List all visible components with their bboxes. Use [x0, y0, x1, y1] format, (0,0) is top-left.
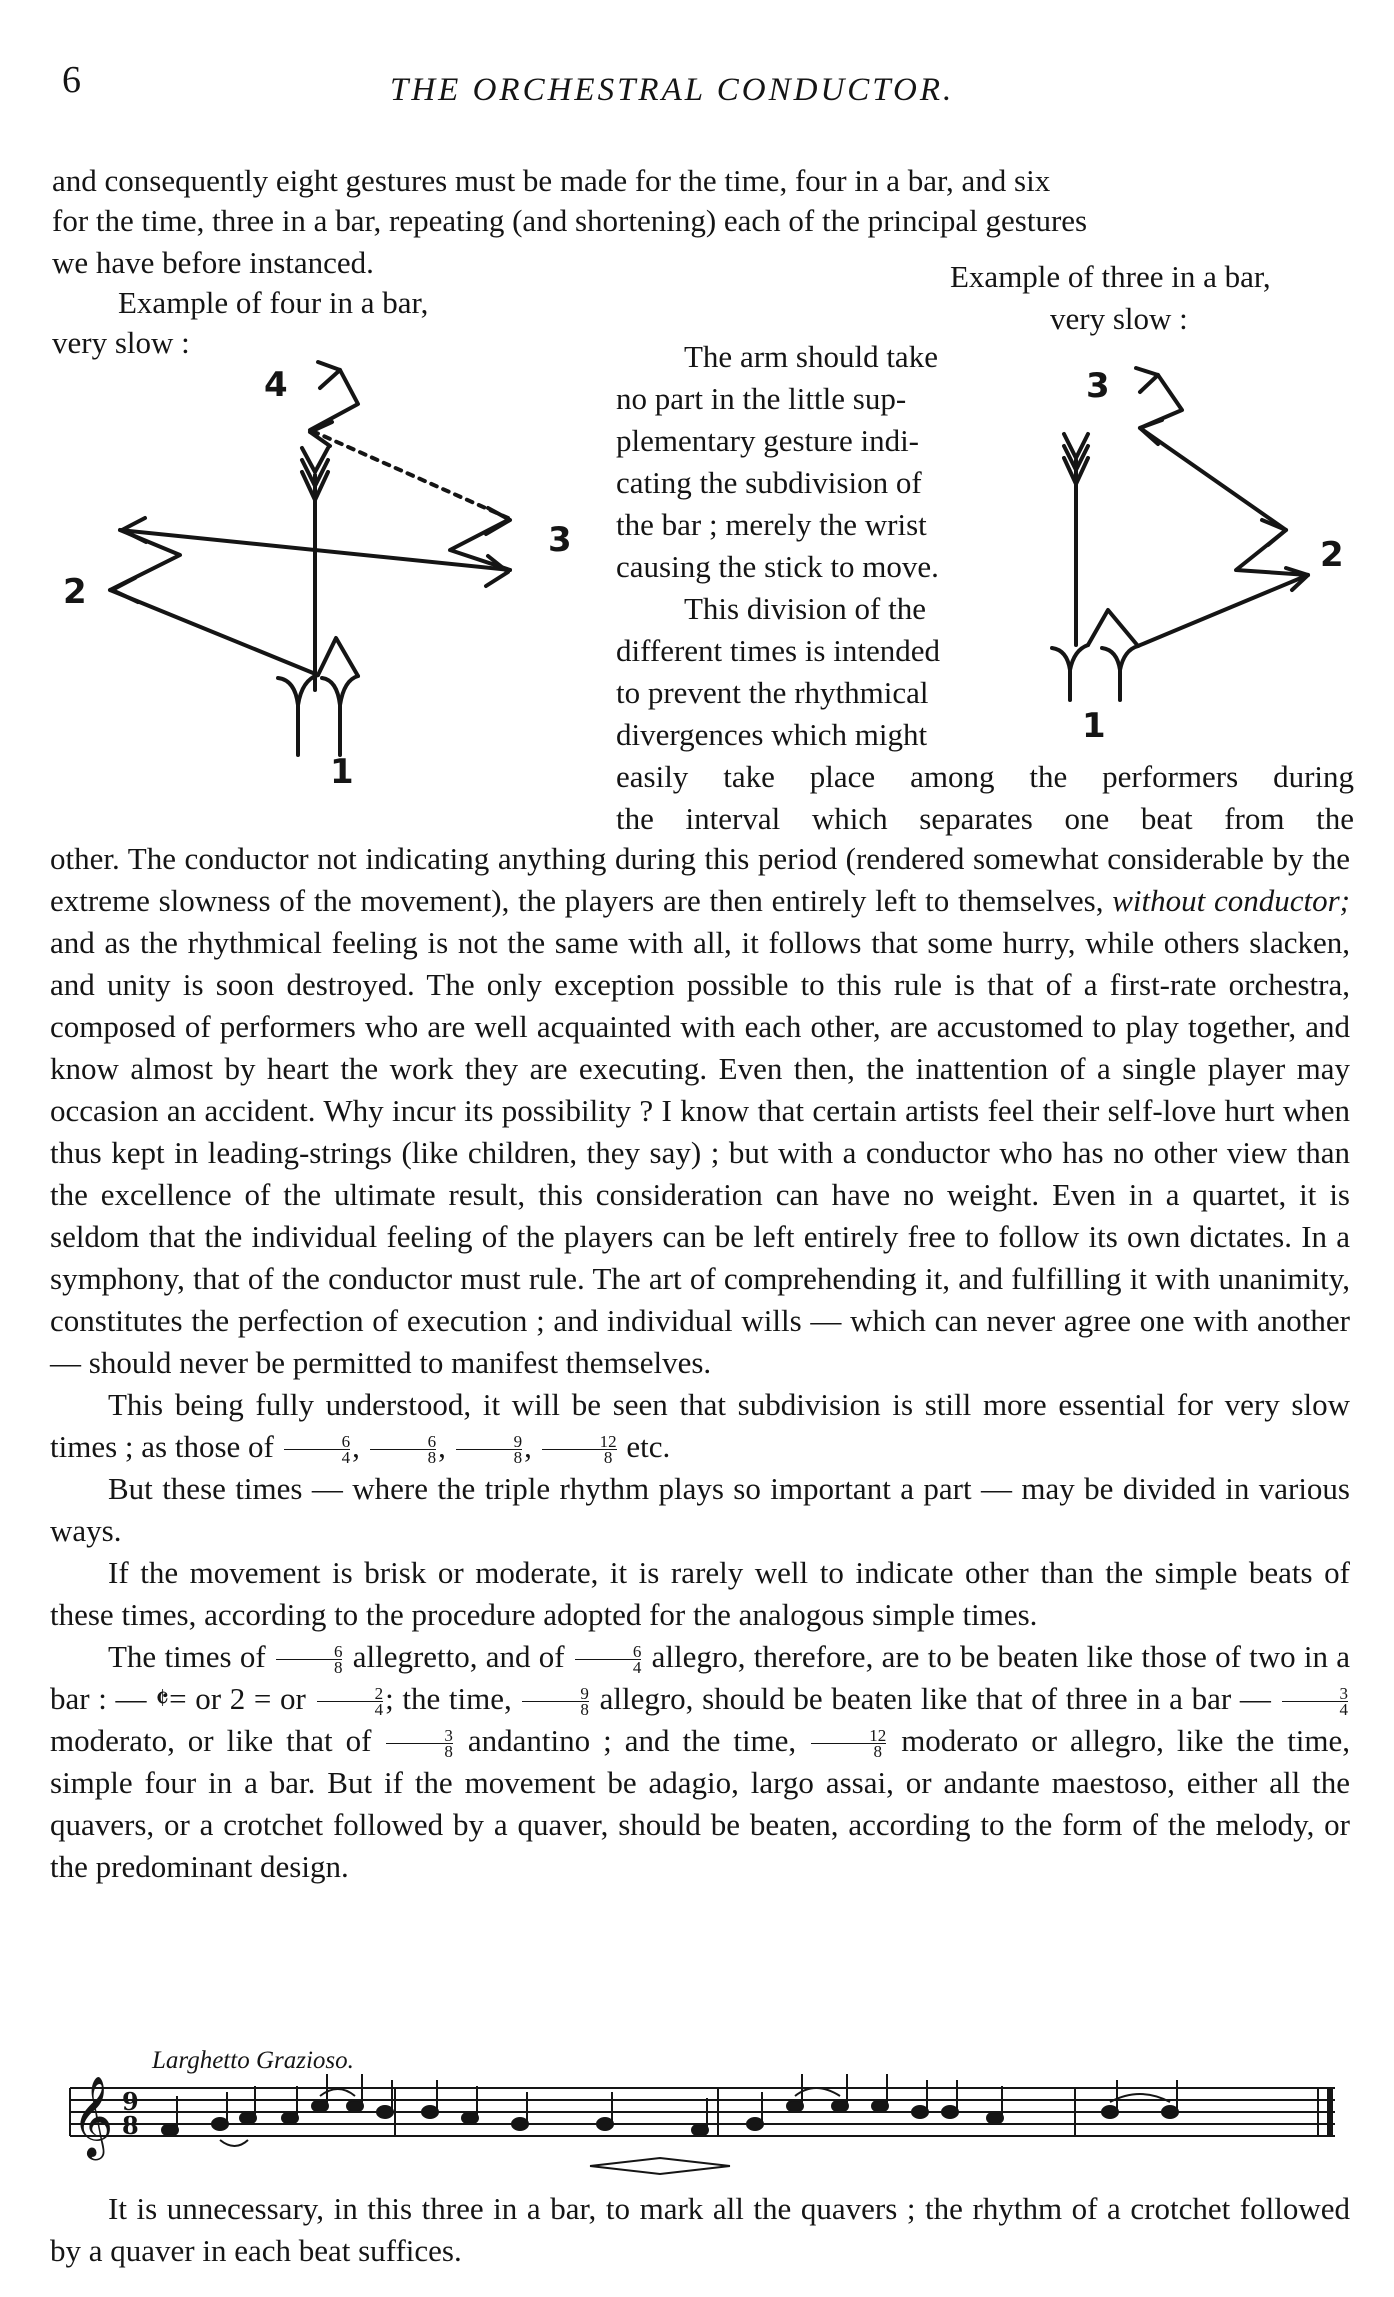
fraction: $\frac{12}{8}$	[542, 1434, 617, 1465]
subdivision-paragraph: This being fully understood, it will be seen that subdivision is still more essential for very slow times ; as those of $\frac{6}{4}$ , $\frac{6}{8}$ , $\frac{9}{8}$ , $\frac{12}{8}$ etc.	[50, 1387, 1350, 1468]
example-four-caption-2: very slow :	[52, 325, 190, 360]
note	[347, 2100, 363, 2112]
intro-line-3: we have before instanced.	[52, 245, 374, 280]
cut-time-symbol: 𝄵	[155, 1681, 170, 1717]
italic-run: without conductor;	[1112, 883, 1351, 918]
fraction: $\frac{6}{8}$	[276, 1644, 343, 1675]
text-run: This being fully understood, it will be seen that subdivision is still more essential for very slow times ; as those of	[50, 1387, 1350, 1464]
note	[212, 2118, 228, 2130]
body-text	[50, 838, 1350, 1888]
beat-1-label: 1	[1082, 706, 1106, 746]
intro-line-1: and consequently eight gestures must be made for the time, four in a bar, and six	[52, 163, 1051, 198]
example-four-caption: Example of four in a bar,	[118, 285, 429, 320]
fraction: $\frac{9}{8}$	[456, 1434, 523, 1465]
example-three-caption: Example of three in a bar,	[950, 259, 1271, 294]
note	[987, 2112, 1003, 2124]
note	[282, 2112, 298, 2124]
note	[1162, 2106, 1178, 2118]
wide-line-2: the interval which separates one beat from the	[616, 801, 1354, 836]
closing-paragraph: It is unnecessary, in this three in a bar, to mark all the quavers ; the rhythm of a crotchet followed by a quaver in each beat suffices.	[50, 2191, 1350, 2268]
note	[942, 2106, 958, 2118]
middle-line: to prevent the rhythmical	[616, 675, 929, 710]
middle-line: divergences which might	[616, 717, 928, 752]
note	[377, 2106, 393, 2118]
note	[462, 2112, 478, 2124]
note	[692, 2124, 708, 2136]
beat-4-label: 4	[264, 365, 288, 405]
middle-line: cating the subdivision of	[616, 465, 922, 500]
note	[240, 2112, 256, 2124]
fraction: $\frac{12}{8}$	[811, 1728, 886, 1759]
text-run: etc.	[626, 1429, 671, 1464]
times-paragraph: The times of $\frac{6}{8}$ allegretto, and of $\frac{6}{4}$ allegro, therefore, are to be beaten like those of two in a bar : — 𝄵= or 2 = or $\frac{2}{4}$ ; the time, $\frac{9}{8}$ allegro, should be beaten like that of three in a bar — $\frac{3}{4}$ moderato, or like that of $\frac{3}{8}$ andantino ; and the time, $\frac{12}{8}$ moderato or allegro, like the time, simple four in a bar. But if the movement be adagio, largo assai, or andante maestoso, either all the quavers, or a crotchet followed by a quaver, should be beaten, according to the form of the melody, or the predominant design.	[50, 1639, 1351, 1884]
text-run: other. The conductor not indicating anything during this period (rendered somewhat considerable by the extreme slowness of the movement), the players are then entirely left to themselves,	[50, 841, 1350, 918]
middle-line: no part in the little sup-	[616, 381, 907, 416]
middle-line: The arm should take	[684, 339, 938, 374]
fraction: $\frac{6}{8}$	[370, 1434, 437, 1465]
fraction: $\frac{6}{4}$	[575, 1644, 642, 1675]
treble-clef-icon: 𝄞	[72, 2075, 114, 2157]
note	[312, 2100, 328, 2112]
note	[422, 2106, 438, 2118]
middle-line: plementary gesture indi-	[616, 423, 920, 458]
running-title: THE ORCHESTRAL CONDUCTOR.	[390, 72, 955, 108]
wide-line-1: easily take place among the performers during	[616, 759, 1354, 794]
beat-2-label: 2	[63, 572, 87, 612]
note	[747, 2118, 763, 2130]
beat-1-label: 1	[330, 752, 354, 792]
note	[787, 2100, 803, 2112]
text-run: and as the rhythmical feeling is not the same with all, it follows that some hurry, while others slacken, and unity is soon destroyed. The only exception possible to this rule is that of a first-rate orchestra, composed of performers who are well acquainted with each other, are accustomed to play together, and know almost by heart the work they are executing. Even then, the inattention of a single player may occasion an accident. Why incur its possibility ? I know that certain artists feel their self-love hurt when thus kept in leading-strings (like children, they say) ; but with a conductor who has no other view than the excellence of the ultimate result, this consideration can have no weight. Even in a quartet, it is seldom that the individual feeling of the players can be left entirely free to follow its own dictates. In a symphony, that of the conductor must rule. The art of comprehending it, and fulfilling it with unanimity, constitutes the perfection of execution ; and individual wills — which can never agree one with another — should never be permitted to manifest themselves.	[50, 925, 1350, 1380]
middle-column-text	[616, 336, 1020, 756]
beat-3-label: 3	[548, 520, 572, 560]
diagram-three-in-a-bar	[1030, 360, 1330, 720]
note	[1102, 2106, 1118, 2118]
main-paragraph	[50, 838, 1350, 1384]
note	[512, 2118, 528, 2130]
fraction: $\frac{2}{4}$	[317, 1686, 384, 1717]
middle-line: the bar ; merely the wrist	[616, 507, 927, 542]
beat-2-label: 2	[1320, 535, 1344, 575]
middle-line: different times is intended	[616, 633, 940, 668]
page-number: 6	[62, 59, 81, 101]
music-staff	[50, 2068, 1350, 2188]
note	[832, 2100, 848, 2112]
music-tempo-marking: Larghetto Grazioso.	[152, 2047, 354, 2074]
brisk-paragraph: If the movement is brisk or moderate, it is rarely well to indicate other than the simple beats of these times, according to the procedure adopted for the analogous simple times.	[50, 1555, 1350, 1632]
diagram-four-in-a-bar	[40, 360, 620, 780]
note	[912, 2106, 928, 2118]
time-signature-denominator: 8	[122, 2111, 139, 2140]
note	[162, 2124, 178, 2136]
note	[872, 2100, 888, 2112]
middle-line: This division of the	[684, 591, 926, 626]
fraction: $\frac{6}{4}$	[284, 1434, 351, 1465]
fraction: $\frac{9}{8}$	[522, 1686, 589, 1717]
beat-3-label: 3	[1086, 366, 1110, 406]
intro-line-2: for the time, three in a bar, repeating (and shortening) each of the principal gestures	[52, 203, 1088, 238]
time-signature-numerator: 9	[122, 2087, 139, 2116]
note	[597, 2118, 613, 2130]
fraction: $\frac{3}{4}$	[1282, 1686, 1349, 1717]
fraction: $\frac{3}{8}$	[386, 1728, 453, 1759]
middle-line: causing the stick to move.	[616, 549, 939, 584]
closing-paragraph-wrap	[50, 2188, 1350, 2272]
example-three-caption-2: very slow :	[1050, 301, 1188, 336]
triple-rhythm-paragraph: But these times — where the triple rhythm plays so important a part — may be divided in various ways.	[50, 1471, 1350, 1548]
